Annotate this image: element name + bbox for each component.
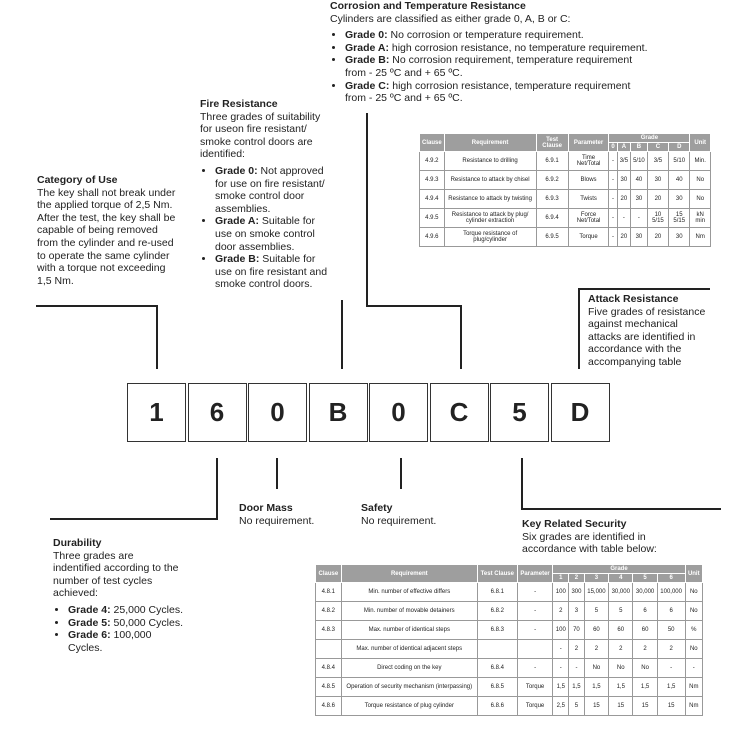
connector-line: [400, 458, 402, 489]
grade-cell: 2: [584, 640, 608, 659]
code-digit: 6: [188, 383, 247, 442]
door-mass-text: No requirement.: [239, 514, 315, 527]
table-row: [316, 697, 703, 716]
fire-item: • Grade B: Suitable for use on fire resistant and smoke control doors.: [215, 253, 330, 291]
table-row: [316, 602, 703, 621]
key-security-table: [315, 564, 703, 716]
requirement-cell: Resistance to drilling: [444, 152, 536, 171]
unit-cell: %: [685, 621, 702, 640]
category-text: The key shall not break under the applied torque of 2,5 Nm. After the test, the key shall be capable of being removed from the cylinder and re-used to operate the same cylinder with a torque not exceeding 1,5 Nm.: [37, 186, 176, 287]
table-row: [420, 190, 711, 209]
test-clause-cell: [477, 640, 517, 659]
grade-cell: No: [633, 659, 657, 678]
test-clause-cell: 6.9.3: [536, 190, 568, 209]
grade-cell: 15: [633, 697, 657, 716]
connector-line: [521, 508, 721, 510]
grade-cell: 6: [657, 602, 685, 621]
grade-cell: 5/10: [669, 152, 690, 171]
grade-cell: 20: [617, 190, 630, 209]
table-header: Test Clause: [536, 134, 568, 152]
clause-cell: 4.8.4: [316, 659, 342, 678]
requirement-cell: Resistance to attack by twisting: [444, 190, 536, 209]
code-digit: B: [309, 383, 368, 442]
code-digit: D: [551, 383, 610, 442]
corrosion-item: • Grade C: high corrosion resistance, temperature requirement from - 25 ºC and + 65 ºC.: [345, 80, 650, 105]
parameter-cell: Force Net/Total: [568, 209, 609, 228]
clause-cell: 4.8.5: [316, 678, 342, 697]
grade-cell: 30,000: [609, 583, 633, 602]
clause-cell: 4.9.6: [420, 228, 445, 247]
connector-line: [341, 300, 343, 369]
code-digit: 0: [248, 383, 307, 442]
code-digit: 0: [369, 383, 428, 442]
requirement-cell: Torque resistance of plug/cylinder: [444, 228, 536, 247]
attack-table-body: [420, 152, 711, 247]
parameter-cell: [517, 640, 553, 659]
durability-item: • Grade 4: 25,000 Cycles.: [68, 604, 183, 617]
connector-line: [521, 458, 523, 510]
unit-cell: Min.: [690, 152, 711, 171]
table-header: Clause: [316, 565, 342, 583]
grade-cell: -: [569, 659, 585, 678]
durability-item: • Grade 6: 100,000 Cycles.: [68, 629, 183, 654]
attack-text: Five grades of resistance against mechanical attacks are identified in accordance with the accompanying table: [588, 305, 706, 368]
table-row: [316, 583, 703, 602]
table-header: Unit: [690, 134, 711, 152]
grade-cell: -: [609, 152, 617, 171]
durability-list: [53, 604, 183, 654]
grade-cell: -: [609, 171, 617, 190]
grade-cell: -: [553, 659, 569, 678]
grade-cell: 300: [569, 583, 585, 602]
unit-cell: Nm: [685, 678, 702, 697]
clause-cell: 4.9.2: [420, 152, 445, 171]
grade-cell: 1,5: [584, 678, 608, 697]
grade-header: 5: [633, 574, 657, 583]
grade-cell: -: [617, 209, 630, 228]
test-clause-cell: 6.8.2: [477, 602, 517, 621]
code-digit: 5: [490, 383, 549, 442]
clause-cell: 4.9.5: [420, 209, 445, 228]
grade-cell: 5: [569, 697, 585, 716]
grade-cell: -: [657, 659, 685, 678]
connector-line: [366, 113, 368, 307]
parameter-cell: -: [517, 659, 553, 678]
table-header: Requirement: [444, 134, 536, 152]
connector-line: [366, 305, 462, 307]
table-row: [420, 171, 711, 190]
grade-cell: 60: [609, 621, 633, 640]
clause-cell: 4.8.1: [316, 583, 342, 602]
grade-header: 3: [584, 574, 608, 583]
door-mass-block: [239, 502, 349, 527]
attack-title: Attack Resistance: [588, 293, 679, 305]
grade-cell: -: [609, 209, 617, 228]
test-clause-cell: 6.9.1: [536, 152, 568, 171]
corrosion-item: • Grade 0: No corrosion or temperature requirement.: [345, 29, 650, 42]
parameter-cell: Torque: [568, 228, 609, 247]
grade-cell: 20: [617, 228, 630, 247]
requirement-cell: Operation of security mechanism (interpassing): [341, 678, 477, 697]
durability-block: [53, 537, 183, 654]
table-header: Test Clause: [477, 565, 517, 583]
unit-cell: No: [690, 190, 711, 209]
test-clause-cell: 6.8.1: [477, 583, 517, 602]
grade-cell: 10 5/15: [647, 209, 668, 228]
grade-cell: 60: [584, 621, 608, 640]
table-header: Parameter: [568, 134, 609, 152]
unit-cell: kN min: [690, 209, 711, 228]
grade-cell: 5/10: [631, 152, 648, 171]
code-digit: C: [430, 383, 489, 442]
attack-resistance-table: [419, 133, 711, 247]
table-row: [420, 209, 711, 228]
fire-item: • Grade 0: Not approved for use on fire resistant/ smoke control door assemblies.: [215, 165, 330, 215]
connector-line: [36, 305, 158, 307]
grade-cell: 30,000: [633, 583, 657, 602]
grade-cell: -: [609, 190, 617, 209]
clause-cell: 4.9.4: [420, 190, 445, 209]
grade-header: 2: [569, 574, 585, 583]
test-clause-cell: 6.9.5: [536, 228, 568, 247]
connector-line: [276, 458, 278, 489]
grade-cell: 100,000: [657, 583, 685, 602]
table-header: Grade: [553, 565, 685, 574]
grade-cell: -: [553, 640, 569, 659]
grade-header: 6: [657, 574, 685, 583]
grade-cell: 15: [657, 697, 685, 716]
grade-header: D: [669, 143, 690, 152]
unit-cell: No: [685, 640, 702, 659]
durability-item: • Grade 5: 50,000 Cycles.: [68, 617, 183, 630]
test-clause-cell: 6.9.2: [536, 171, 568, 190]
grade-cell: 1,5: [609, 678, 633, 697]
grade-cell: 20: [647, 190, 668, 209]
grade-header: 0: [609, 143, 617, 152]
grade-cell: 30: [631, 228, 648, 247]
unit-cell: No: [685, 602, 702, 621]
safety-title: Safety: [361, 502, 393, 514]
grade-header: 4: [609, 574, 633, 583]
grade-cell: 2: [569, 640, 585, 659]
table-header: Parameter: [517, 565, 553, 583]
parameter-cell: Twists: [568, 190, 609, 209]
grade-cell: No: [584, 659, 608, 678]
parameter-cell: -: [517, 602, 553, 621]
parameter-cell: -: [517, 621, 553, 640]
connector-line: [156, 305, 158, 369]
parameter-cell: -: [517, 583, 553, 602]
attack-resistance-block: [588, 293, 708, 369]
clause-cell: [316, 640, 342, 659]
grade-cell: -: [631, 209, 648, 228]
grade-header: C: [647, 143, 668, 152]
requirement-cell: Direct coding on the key: [341, 659, 477, 678]
corrosion-item: • Grade B: No corrosion requirement, temperature requirement from - 25 ºC and + 65 ºC.: [345, 54, 650, 79]
requirement-cell: Max. number of identical adjacent steps: [341, 640, 477, 659]
grade-cell: 1,5: [633, 678, 657, 697]
fire-resistance-block: [200, 98, 330, 291]
grade-cell: 30: [617, 171, 630, 190]
grade-cell: 3/5: [647, 152, 668, 171]
parameter-cell: Torque: [517, 697, 553, 716]
clause-cell: 4.8.2: [316, 602, 342, 621]
category-title: Category of Use: [37, 174, 118, 186]
unit-cell: -: [685, 659, 702, 678]
table-row: [420, 152, 711, 171]
requirement-cell: Resistance to attack by chisel: [444, 171, 536, 190]
unit-cell: No: [690, 171, 711, 190]
door-mass-title: Door Mass: [239, 502, 293, 514]
table-row: [316, 621, 703, 640]
grade-cell: 30: [669, 190, 690, 209]
grade-cell: 5: [609, 602, 633, 621]
corrosion-item: • Grade A: high corrosion resistance, no temperature requirement.: [345, 42, 650, 55]
cylinder-code-row: [127, 383, 611, 442]
grade-cell: 1,5: [657, 678, 685, 697]
grade-cell: 6: [633, 602, 657, 621]
grade-cell: 2: [633, 640, 657, 659]
requirement-cell: Torque resistance of plug cylinder: [341, 697, 477, 716]
grade-cell: 1,5: [569, 678, 585, 697]
grade-cell: 60: [633, 621, 657, 640]
requirement-cell: Min. number of effective differs: [341, 583, 477, 602]
safety-block: [361, 502, 471, 527]
unit-cell: Nm: [685, 697, 702, 716]
grade-cell: 15: [609, 697, 633, 716]
grade-cell: No: [609, 659, 633, 678]
requirement-cell: Max. number of identical steps: [341, 621, 477, 640]
fire-list: [200, 165, 330, 291]
fire-title: Fire Resistance: [200, 98, 278, 110]
test-clause-cell: 6.8.5: [477, 678, 517, 697]
grade-cell: 3/5: [617, 152, 630, 171]
key-table-body: [316, 583, 703, 716]
grade-cell: 2: [553, 602, 569, 621]
durability-title: Durability: [53, 537, 102, 549]
table-row: [316, 678, 703, 697]
grade-cell: 15,000: [584, 583, 608, 602]
grade-cell: 70: [569, 621, 585, 640]
grade-cell: 40: [669, 171, 690, 190]
grade-cell: 15 5/15: [669, 209, 690, 228]
grade-header: A: [617, 143, 630, 152]
unit-cell: Nm: [690, 228, 711, 247]
grade-cell: 30: [631, 190, 648, 209]
grade-cell: 40: [631, 171, 648, 190]
key-security-block: [522, 518, 662, 556]
corrosion-intro: Cylinders are classified as either grade 0, A, B or C:: [330, 12, 571, 25]
connector-line: [216, 458, 218, 520]
grade-cell: 100: [553, 583, 569, 602]
code-digit: 1: [127, 383, 186, 442]
grade-cell: -: [609, 228, 617, 247]
clause-cell: 4.8.6: [316, 697, 342, 716]
grade-cell: 2,5: [553, 697, 569, 716]
key-security-text: Six grades are identified in accordance with table below:: [522, 530, 657, 556]
test-clause-cell: 6.8.3: [477, 621, 517, 640]
fire-intro: Three grades of suitability for useon fire resistant/ smoke control doors are identified:: [200, 110, 321, 161]
grade-header: B: [631, 143, 648, 152]
test-clause-cell: 6.8.4: [477, 659, 517, 678]
table-header: Clause: [420, 134, 445, 152]
table-header: Grade: [609, 134, 690, 143]
grade-cell: 1,5: [553, 678, 569, 697]
corrosion-block: [330, 0, 650, 105]
parameter-cell: Time Net/Total: [568, 152, 609, 171]
connector-line: [50, 518, 218, 520]
fire-item: • Grade A: Suitable for use on smoke control door assemblies.: [215, 215, 330, 253]
test-clause-cell: 6.8.6: [477, 697, 517, 716]
category-of-use-block: [37, 174, 177, 287]
requirement-cell: Min. number of movable detainers: [341, 602, 477, 621]
durability-intro: Three grades are indentified according to the number of test cycles achieved:: [53, 549, 179, 600]
table-header: Unit: [685, 565, 702, 583]
safety-text: No requirement.: [361, 514, 437, 527]
corrosion-list: [330, 29, 650, 105]
grade-cell: 30: [669, 228, 690, 247]
test-clause-cell: 6.9.4: [536, 209, 568, 228]
grade-cell: 100: [553, 621, 569, 640]
grade-cell: 3: [569, 602, 585, 621]
grade-cell: 5: [584, 602, 608, 621]
grade-cell: 2: [609, 640, 633, 659]
connector-line: [578, 288, 710, 290]
grade-cell: 50: [657, 621, 685, 640]
table-row: [316, 640, 703, 659]
key-security-title: Key Related Security: [522, 518, 627, 530]
table-row: [316, 659, 703, 678]
grade-cell: 2: [657, 640, 685, 659]
clause-cell: 4.9.3: [420, 171, 445, 190]
clause-cell: 4.8.3: [316, 621, 342, 640]
grade-cell: 30: [647, 171, 668, 190]
grade-cell: 15: [584, 697, 608, 716]
requirement-cell: Resistance to attack by plug/ cylinder extraction: [444, 209, 536, 228]
connector-line: [578, 288, 580, 369]
table-header: Requirement: [341, 565, 477, 583]
parameter-cell: Torque: [517, 678, 553, 697]
table-row: [420, 228, 711, 247]
parameter-cell: Blows: [568, 171, 609, 190]
grade-header: 1: [553, 574, 569, 583]
unit-cell: No: [685, 583, 702, 602]
grade-cell: 20: [647, 228, 668, 247]
connector-line: [460, 305, 462, 369]
corrosion-title: Corrosion and Temperature Resistance: [330, 0, 526, 12]
